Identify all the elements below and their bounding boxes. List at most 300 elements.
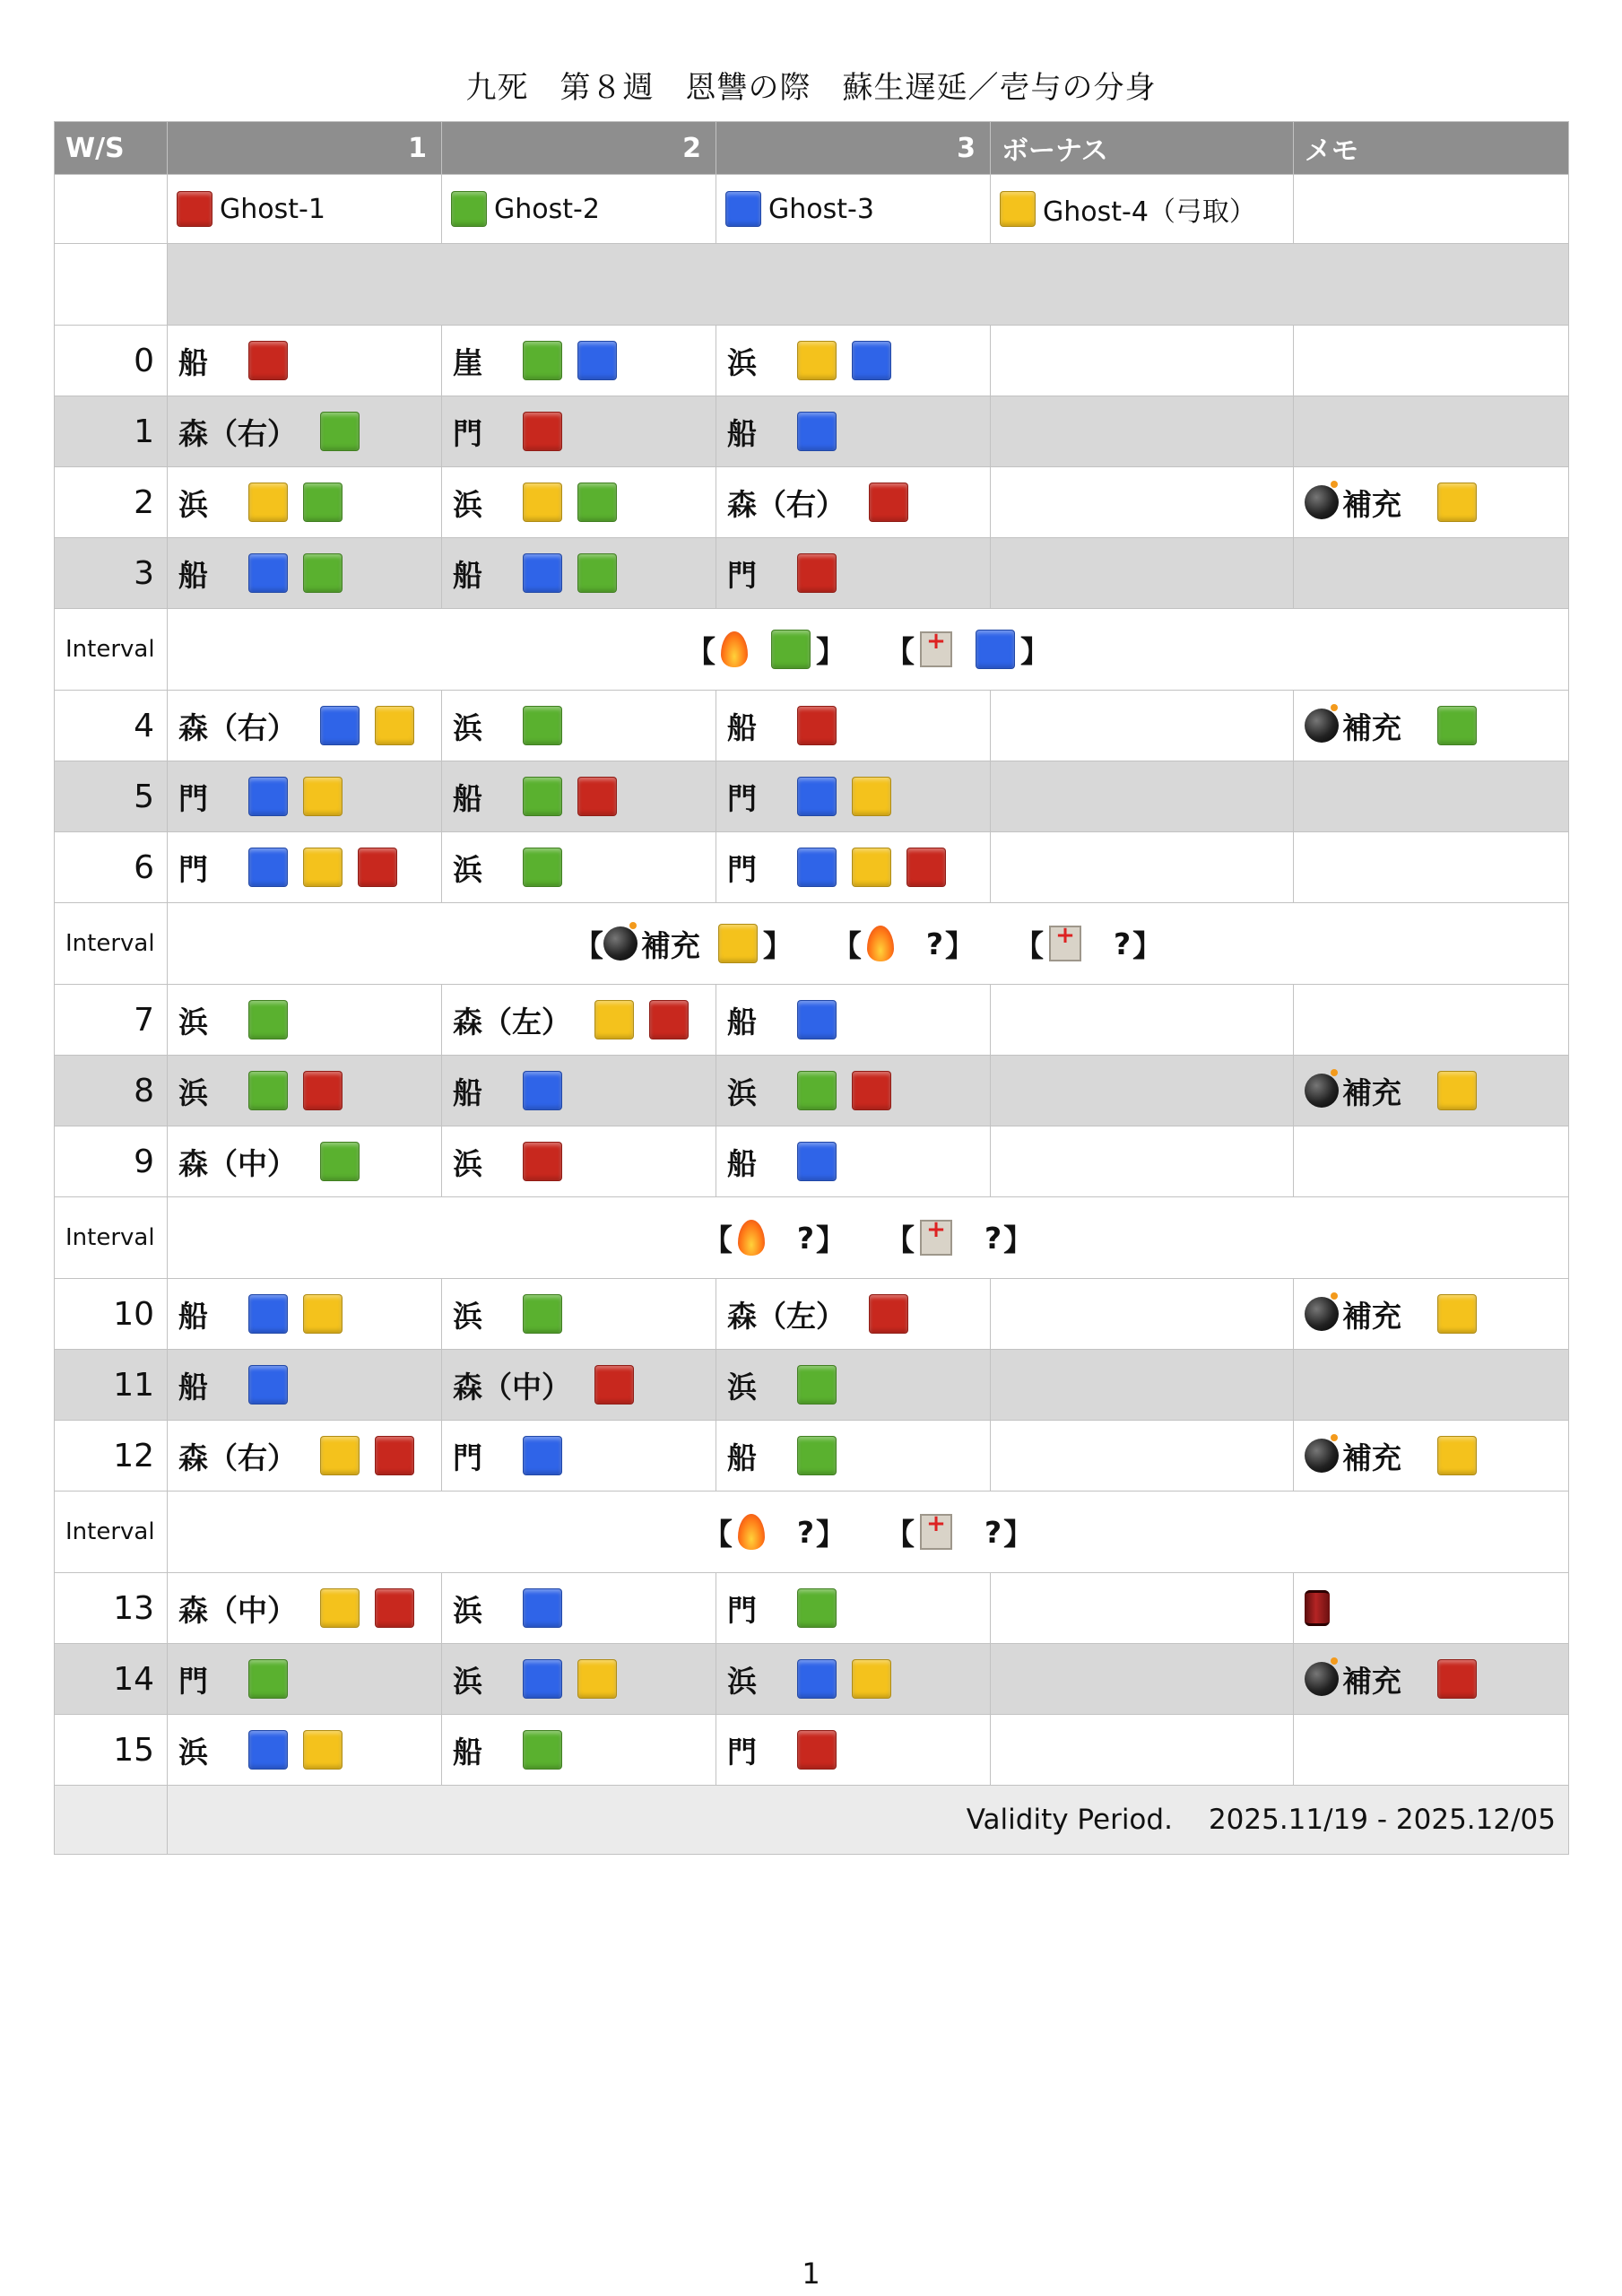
bomb-icon <box>1305 1074 1339 1108</box>
place-label: 浜 <box>453 1298 482 1334</box>
cell-c1 <box>168 326 442 396</box>
blue-square-icon <box>248 777 288 816</box>
interval-content <box>168 1511 1568 1553</box>
hospital-icon <box>1049 926 1081 961</box>
bracket-close: 】 <box>816 1516 846 1552</box>
green-square-icon <box>523 341 562 380</box>
yellow-square-icon <box>303 1294 343 1334</box>
place-label: 門 <box>727 557 757 593</box>
table-row <box>55 1126 1569 1197</box>
memo-cell <box>1294 761 1569 832</box>
blue-square-icon <box>320 706 360 745</box>
green-square-icon <box>771 630 811 669</box>
yellow-square-icon <box>1437 1071 1477 1110</box>
green-square-icon <box>1437 706 1477 745</box>
cell-content <box>178 1435 441 1477</box>
cell-content <box>453 1070 716 1112</box>
header-bonus: ボーナス <box>991 122 1294 175</box>
red-square-icon <box>523 1142 562 1181</box>
cell-content <box>453 411 716 453</box>
red-square-icon <box>649 1000 689 1039</box>
table-row <box>55 1573 1569 1644</box>
cell-content <box>453 847 716 889</box>
green-square-icon <box>303 483 343 522</box>
cell-content <box>453 1587 716 1630</box>
yellow-square-icon <box>1000 191 1036 227</box>
cell-c2 <box>442 1715 716 1786</box>
blue-square-icon <box>523 1071 562 1110</box>
place-label: 船 <box>453 780 482 816</box>
green-square-icon <box>303 553 343 593</box>
blue-square-icon <box>523 1659 562 1699</box>
bracket-open: 【 <box>702 1222 733 1257</box>
red-square-icon <box>869 483 908 522</box>
blue-square-icon <box>577 341 617 380</box>
cell-c1 <box>168 396 442 467</box>
bonus-cell <box>991 1644 1294 1715</box>
cell-c1 <box>168 538 442 609</box>
red-square-icon <box>303 1071 343 1110</box>
red-square-icon <box>797 706 837 745</box>
memo-content <box>1305 1070 1568 1112</box>
cell-c2 <box>442 1056 716 1126</box>
interval-item <box>885 1511 1033 1553</box>
red-square-icon <box>375 1436 414 1475</box>
row-number: 5 <box>55 761 168 832</box>
row-number: 11 <box>55 1350 168 1421</box>
interval-row <box>55 903 1569 985</box>
cell-content <box>453 1364 716 1406</box>
cell-content <box>178 1364 441 1406</box>
bonus-cell <box>991 1715 1294 1786</box>
place-label: 船 <box>178 557 208 593</box>
place-label: 森（中） <box>178 1592 297 1628</box>
blue-square-icon <box>248 1365 288 1405</box>
place-label: 浜 <box>727 1369 757 1405</box>
interval-label: Interval <box>55 903 168 985</box>
ghost-legend <box>725 191 990 227</box>
place-label: 森（右） <box>178 415 297 451</box>
cell-content <box>727 1729 990 1771</box>
place-label: 浜 <box>178 1004 208 1039</box>
green-square-icon <box>523 1730 562 1770</box>
cell-content <box>453 340 716 382</box>
place-label: 門 <box>727 780 757 816</box>
ghost-legend-cell <box>442 175 716 244</box>
bracket-open: 【 <box>702 1516 733 1552</box>
blue-square-icon <box>248 1730 288 1770</box>
red-square-icon <box>375 1588 414 1628</box>
green-square-icon <box>248 1659 288 1699</box>
memo-cell <box>1294 1279 1569 1350</box>
green-square-icon <box>577 553 617 593</box>
interval-item <box>703 1217 846 1259</box>
interval-content <box>168 629 1568 671</box>
table-row <box>55 761 1569 832</box>
cell-c2 <box>442 1644 716 1715</box>
bomb-icon <box>603 926 638 961</box>
cell-content <box>453 1293 716 1335</box>
red-square-icon <box>248 341 288 380</box>
memo-text: 補充 <box>1342 709 1401 745</box>
memo-cell <box>1294 1421 1569 1492</box>
cell-c3 <box>716 1573 991 1644</box>
place-label: 船 <box>453 1734 482 1770</box>
bonus-cell <box>991 467 1294 538</box>
cell-c2 <box>442 538 716 609</box>
interval-item <box>703 1511 846 1553</box>
cell-content <box>727 999 990 1041</box>
blue-square-icon <box>725 191 761 227</box>
cell-content <box>453 999 716 1041</box>
table-row <box>55 1056 1569 1126</box>
place-label: 浜 <box>453 1145 482 1181</box>
green-square-icon <box>523 1294 562 1334</box>
cell-c2 <box>442 985 716 1056</box>
interval-item <box>686 629 846 671</box>
bonus-cell <box>991 1126 1294 1197</box>
cell-content <box>727 1293 990 1335</box>
interval-item-text: ? <box>796 1514 814 1550</box>
footer-row <box>55 1786 1569 1855</box>
table-row <box>55 1350 1569 1421</box>
place-label: 船 <box>727 415 757 451</box>
table-row <box>55 1279 1569 1350</box>
cell-c1 <box>168 1279 442 1350</box>
place-label: 船 <box>178 1298 208 1334</box>
row-number: 15 <box>55 1715 168 1786</box>
schedule-table <box>54 121 1569 1855</box>
yellow-square-icon <box>852 1659 891 1699</box>
cell-content <box>727 1587 990 1630</box>
table-row <box>55 1644 1569 1715</box>
interval-row <box>55 1492 1569 1573</box>
yellow-square-icon <box>1437 1294 1477 1334</box>
cell-c3 <box>716 1644 991 1715</box>
interval-label: Interval <box>55 609 168 691</box>
yellow-square-icon <box>852 777 891 816</box>
interval-item-text: ? <box>984 1514 1002 1550</box>
place-label: 浜 <box>453 1592 482 1628</box>
header-memo: メモ <box>1294 122 1569 175</box>
header-col-3: 3 <box>716 122 991 175</box>
memo-content <box>1305 1435 1568 1477</box>
memo-text: 補充 <box>1342 486 1401 522</box>
red-square-icon <box>594 1365 634 1405</box>
green-square-icon <box>797 1436 837 1475</box>
hospital-icon <box>920 631 952 667</box>
memo-cell <box>1294 1715 1569 1786</box>
row-number: 0 <box>55 326 168 396</box>
interval-item-text: ? <box>925 926 943 961</box>
place-label: 門 <box>178 851 208 887</box>
cell-content <box>178 411 441 453</box>
cell-c1 <box>168 832 442 903</box>
row-number: 9 <box>55 1126 168 1197</box>
red-square-icon <box>797 1730 837 1770</box>
cell-c3 <box>716 326 991 396</box>
cell-content <box>727 776 990 818</box>
cell-c1 <box>168 1715 442 1786</box>
place-label: 森（右） <box>178 709 297 745</box>
cell-c3 <box>716 1350 991 1421</box>
place-label: 森（左） <box>727 1298 846 1334</box>
cell-c2 <box>442 1126 716 1197</box>
ghost-legend <box>177 191 441 227</box>
cell-c2 <box>442 467 716 538</box>
cell-content <box>727 847 990 889</box>
table-row <box>55 691 1569 761</box>
interval-item <box>885 629 1050 671</box>
cell-c3 <box>716 467 991 538</box>
interval-content <box>168 923 1568 965</box>
memo-cell <box>1294 1644 1569 1715</box>
place-label: 浜 <box>727 344 757 380</box>
memo-text: 補充 <box>1342 1439 1401 1475</box>
cell-c3 <box>716 1715 991 1786</box>
memo-content <box>1305 482 1568 524</box>
cell-c2 <box>442 691 716 761</box>
interval-item-text: ? <box>796 1220 814 1256</box>
green-square-icon <box>577 483 617 522</box>
place-label: 崖 <box>453 344 482 380</box>
bracket-open: 【 <box>573 927 603 963</box>
yellow-square-icon <box>577 1659 617 1699</box>
interval-item-text: ? <box>1114 926 1132 961</box>
place-label: 船 <box>453 1074 482 1110</box>
blue-square-icon <box>797 848 837 887</box>
red-square-icon <box>358 848 397 887</box>
memo-cell <box>1294 1126 1569 1197</box>
yellow-square-icon <box>594 1000 634 1039</box>
yellow-square-icon <box>303 777 343 816</box>
cell-content <box>727 1364 990 1406</box>
place-label: 門 <box>178 1663 208 1699</box>
blue-square-icon <box>797 1659 837 1699</box>
green-square-icon <box>451 191 487 227</box>
interval-content-cell <box>168 1492 1569 1573</box>
place-label: 森（中） <box>178 1145 297 1181</box>
table-row <box>55 396 1569 467</box>
header-row <box>55 122 1569 175</box>
interval-item-text: ? <box>984 1220 1002 1256</box>
place-label: 森（右） <box>178 1439 297 1475</box>
place-label: 浜 <box>178 486 208 522</box>
bracket-close: 】 <box>945 927 975 963</box>
page-number: 1 <box>802 2257 820 2291</box>
green-square-icon <box>797 1588 837 1628</box>
row-number: 14 <box>55 1644 168 1715</box>
cell-c1 <box>168 985 442 1056</box>
cell-c2 <box>442 761 716 832</box>
cell-content <box>727 552 990 595</box>
red-square-icon <box>577 777 617 816</box>
cell-content <box>178 705 441 747</box>
interval-item-text: 補充 <box>640 927 700 963</box>
table-row <box>55 1715 1569 1786</box>
cell-content <box>178 1729 441 1771</box>
place-label: 森（右） <box>727 486 846 522</box>
cell-content <box>453 482 716 524</box>
bracket-close: 】 <box>1003 1516 1034 1552</box>
place-label: 浜 <box>178 1734 208 1770</box>
place-label: 浜 <box>178 1074 208 1110</box>
ghost-label: Ghost-4（弓取） <box>1043 196 1256 228</box>
row-number: 3 <box>55 538 168 609</box>
place-label: 門 <box>453 1439 482 1475</box>
cell-c1 <box>168 1644 442 1715</box>
cell-c3 <box>716 396 991 467</box>
blue-square-icon <box>523 1588 562 1628</box>
memo-text: 補充 <box>1342 1663 1401 1699</box>
cell-content <box>453 1658 716 1700</box>
cell-content <box>727 411 990 453</box>
yellow-square-icon <box>523 483 562 522</box>
memo-text: 補充 <box>1342 1298 1401 1334</box>
cell-content <box>453 1435 716 1477</box>
page-title: 九死 第８週 恩讐の際 蘇生遅延／壱与の分身 <box>465 70 1157 106</box>
cell-content <box>727 1141 990 1183</box>
bonus-cell <box>991 396 1294 467</box>
red-square-icon <box>797 553 837 593</box>
ghost-legend-cell <box>716 175 991 244</box>
cell-content <box>178 1658 441 1700</box>
cell-content <box>453 1141 716 1183</box>
row-number: 12 <box>55 1421 168 1492</box>
green-square-icon <box>797 1365 837 1405</box>
place-label: 門 <box>727 1734 757 1770</box>
memo-content <box>1305 1658 1568 1700</box>
interval-item <box>1014 923 1162 965</box>
cell-content <box>727 1435 990 1477</box>
cell-c2 <box>442 1421 716 1492</box>
cell-content <box>727 482 990 524</box>
row-number: 4 <box>55 691 168 761</box>
place-label: 浜 <box>453 851 482 887</box>
cell-c1 <box>168 1126 442 1197</box>
memo-content <box>1305 705 1568 747</box>
bonus-cell <box>991 832 1294 903</box>
blue-square-icon <box>797 1142 837 1181</box>
green-square-icon <box>797 1071 837 1110</box>
bracket-close: 】 <box>762 927 793 963</box>
green-square-icon <box>523 706 562 745</box>
cell-content <box>178 1070 441 1112</box>
interval-row <box>55 609 1569 691</box>
blue-square-icon <box>248 848 288 887</box>
place-label: 船 <box>178 1369 208 1405</box>
bracket-open: 【 <box>885 633 915 669</box>
cell-c1 <box>168 1421 442 1492</box>
ghost-legend-cell <box>168 175 442 244</box>
interval-content-cell <box>168 609 1569 691</box>
ghost-legend-empty <box>55 175 168 244</box>
cell-content <box>453 776 716 818</box>
place-label: 浜 <box>453 709 482 745</box>
place-label: 浜 <box>727 1663 757 1699</box>
yellow-square-icon <box>375 706 414 745</box>
bonus-cell <box>991 326 1294 396</box>
fire-icon <box>738 1514 765 1550</box>
bracket-open: 【 <box>1014 927 1044 963</box>
row-number: 8 <box>55 1056 168 1126</box>
red-square-icon <box>852 1071 891 1110</box>
memo-cell <box>1294 1573 1569 1644</box>
blue-square-icon <box>976 630 1015 669</box>
ghost-label: Ghost-3 <box>768 193 874 225</box>
bomb-icon <box>1305 485 1339 519</box>
interval-content <box>168 1217 1568 1259</box>
validity-label: Validity Period. <box>966 1804 1173 1836</box>
row-number: 2 <box>55 467 168 538</box>
cell-content <box>178 999 441 1041</box>
yellow-square-icon <box>248 483 288 522</box>
bracket-open: 【 <box>831 927 862 963</box>
green-square-icon <box>248 1000 288 1039</box>
memo-text: 補充 <box>1342 1074 1401 1110</box>
cell-content <box>178 340 441 382</box>
cell-c3 <box>716 761 991 832</box>
hospital-icon <box>920 1220 952 1256</box>
table-row <box>55 538 1569 609</box>
bracket-open: 【 <box>885 1222 915 1257</box>
place-label: 船 <box>727 709 757 745</box>
spacer-row <box>55 244 1569 326</box>
cell-content <box>178 1293 441 1335</box>
bonus-cell <box>991 1421 1294 1492</box>
spacer-band <box>168 244 1569 326</box>
row-number: 6 <box>55 832 168 903</box>
cell-c2 <box>442 396 716 467</box>
bomb-icon <box>1305 709 1339 743</box>
cell-c3 <box>716 1126 991 1197</box>
bonus-cell <box>991 538 1294 609</box>
ghost-legend <box>1000 189 1293 229</box>
yellow-square-icon <box>320 1436 360 1475</box>
place-label: 浜 <box>453 1663 482 1699</box>
bomb-icon <box>1305 1297 1339 1331</box>
cell-content <box>453 1729 716 1771</box>
place-label: 門 <box>453 415 482 451</box>
bomb-icon <box>1305 1439 1339 1473</box>
ghost-legend-cell <box>991 175 1294 244</box>
row-number: 7 <box>55 985 168 1056</box>
yellow-square-icon <box>303 1730 343 1770</box>
yellow-square-icon <box>1437 483 1477 522</box>
blue-square-icon <box>797 412 837 451</box>
interval-row <box>55 1197 1569 1279</box>
yellow-square-icon <box>303 848 343 887</box>
yellow-square-icon <box>797 341 837 380</box>
place-label: 浜 <box>453 486 482 522</box>
validity-range: 2025.11/19 - 2025.12/05 <box>1208 1804 1556 1836</box>
memo-cell <box>1294 538 1569 609</box>
cell-c3 <box>716 1279 991 1350</box>
place-label: 船 <box>727 1004 757 1039</box>
cell-c3 <box>716 538 991 609</box>
table-row <box>55 985 1569 1056</box>
cell-c2 <box>442 832 716 903</box>
interval-item <box>574 923 793 965</box>
red-square-icon <box>177 191 213 227</box>
place-label: 船 <box>727 1439 757 1475</box>
cell-content <box>178 1587 441 1630</box>
cell-c3 <box>716 1421 991 1492</box>
cell-c2 <box>442 1279 716 1350</box>
cell-content <box>453 552 716 595</box>
yellow-square-icon <box>1437 1436 1477 1475</box>
green-square-icon <box>320 412 360 451</box>
